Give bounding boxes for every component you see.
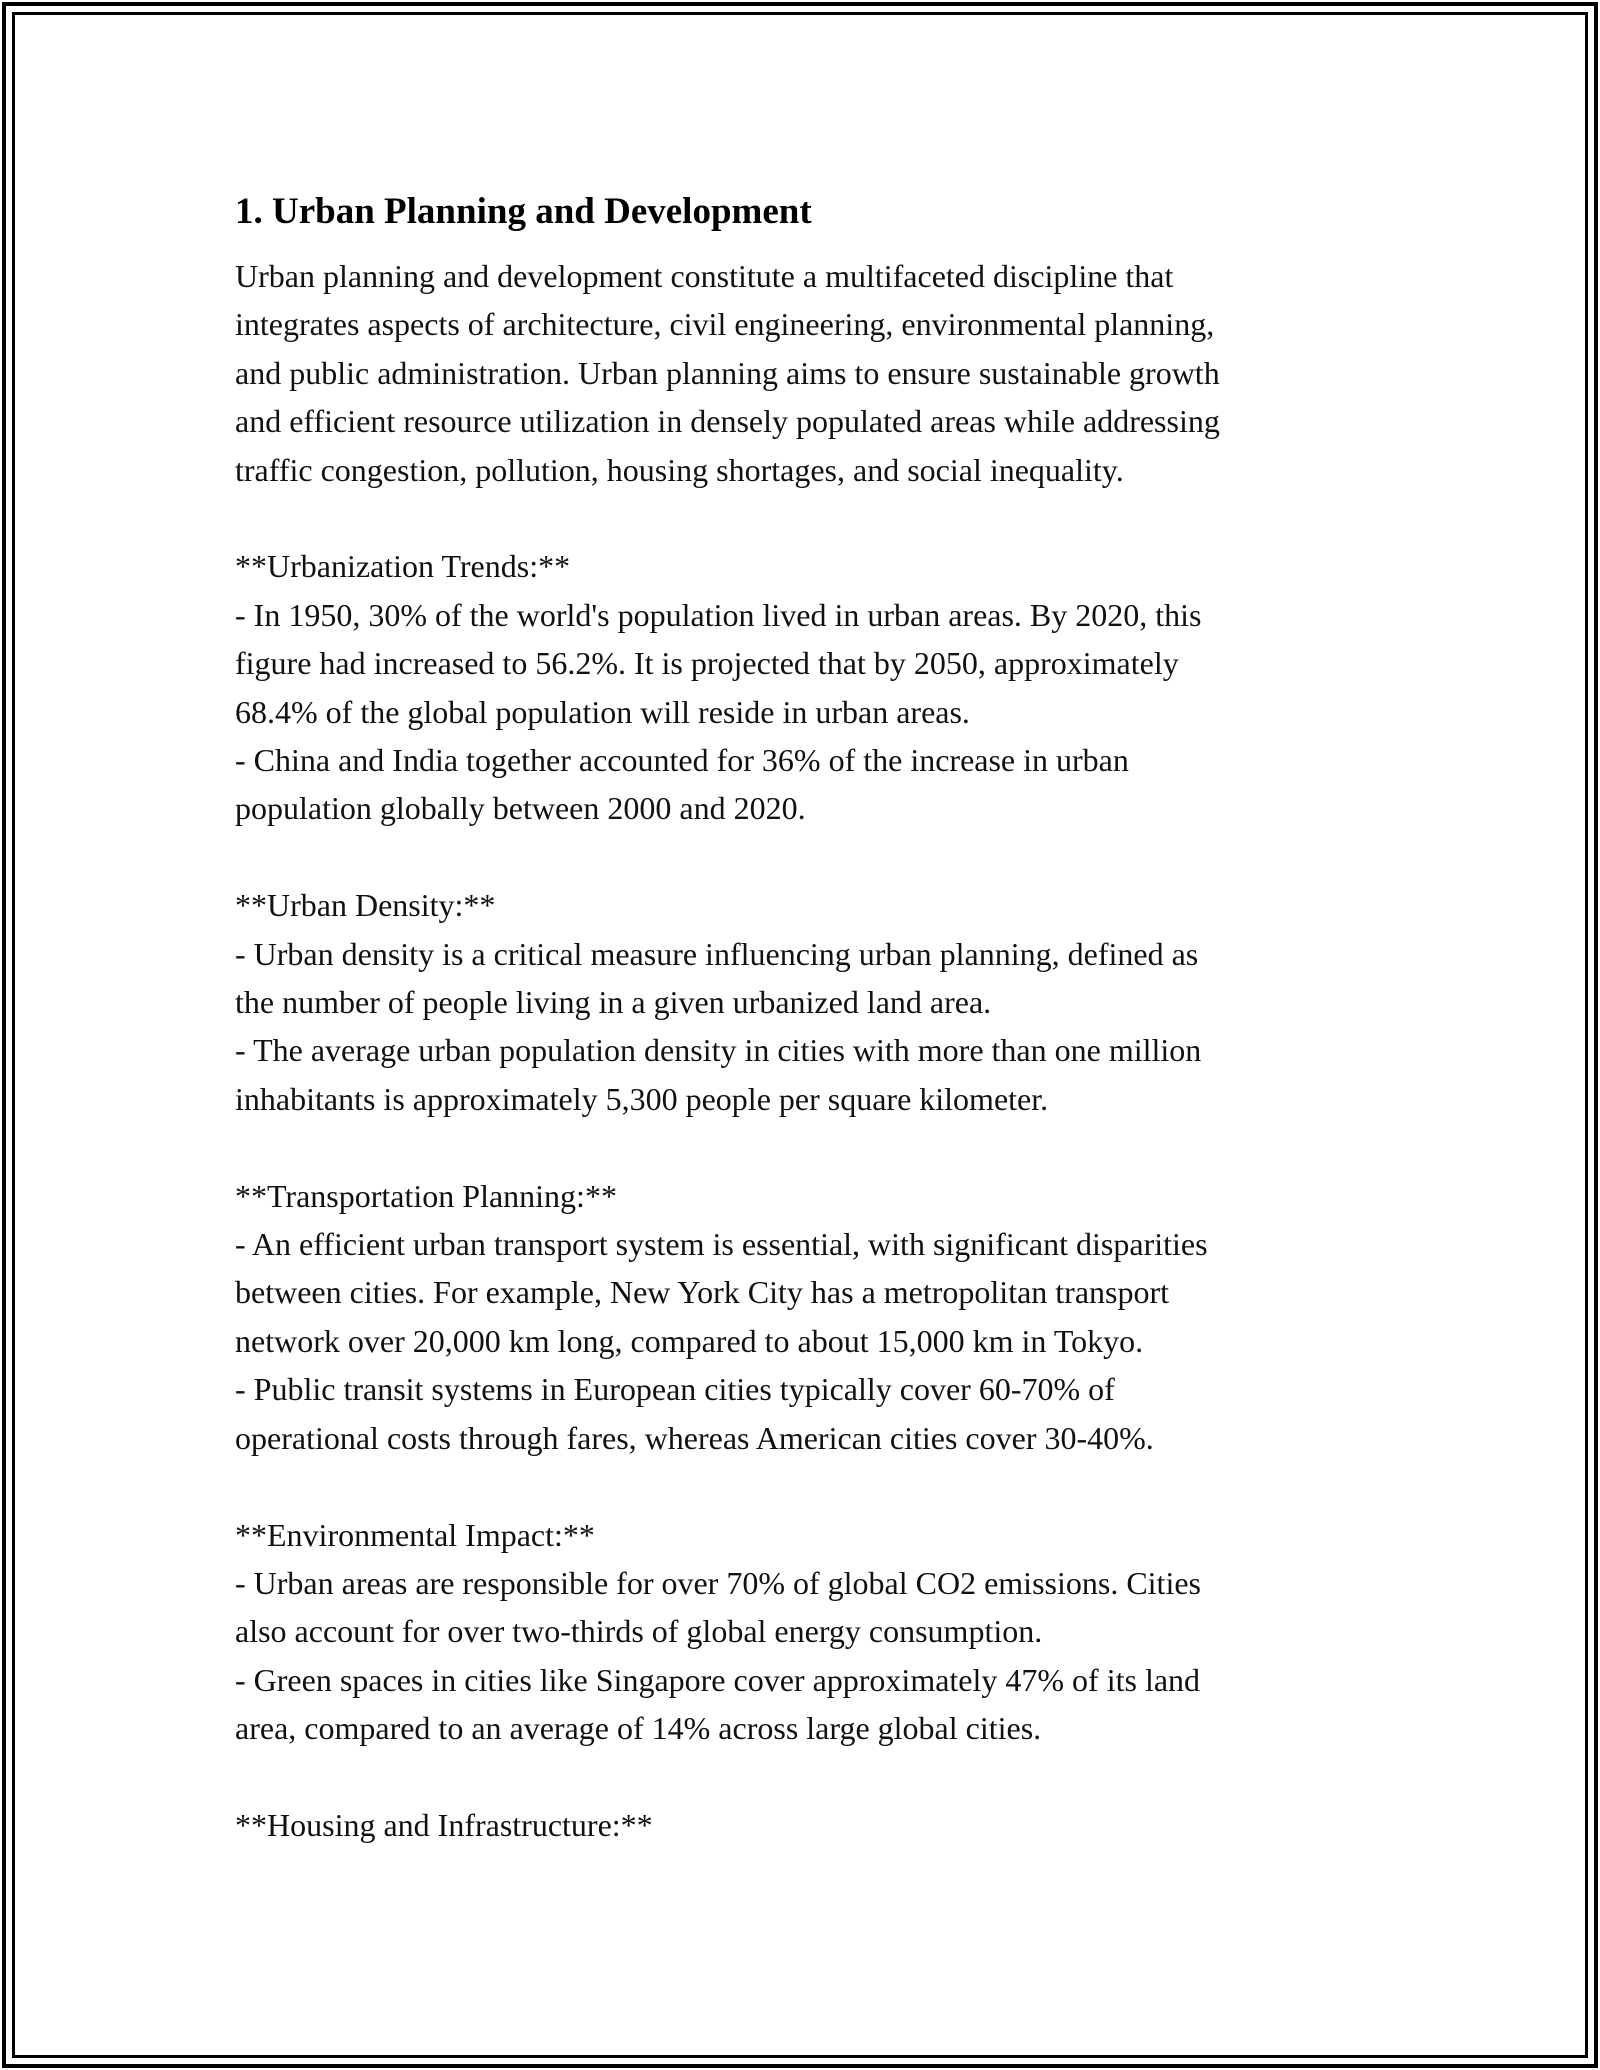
section-line: network over 20,000 km long, compared to about 15,000 km in Tokyo.: [235, 1322, 1144, 1359]
section-line: between cities. For example, New York City has a metropolitan transport: [235, 1274, 1170, 1311]
section-line: - China and India together accounted for 36% of the increase in urban: [235, 742, 1129, 779]
section-transportation-planning: [235, 1172, 1395, 1462]
section-housing-infrastructure: [235, 1801, 1395, 1849]
paragraph-spacer: [235, 1123, 1395, 1171]
section-urban-density: [235, 881, 1395, 1123]
document-body: [235, 184, 1395, 1849]
paragraph-spacer: [235, 1462, 1395, 1510]
section-line: the number of people living in a given urbanized land area.: [235, 984, 992, 1021]
section-line: population globally between 2000 and 2020.: [235, 790, 806, 827]
section-line: 68.4% of the global population will reside in urban areas.: [235, 693, 970, 730]
section-line: - In 1950, 30% of the world's population lived in urban areas. By 2020, this: [235, 596, 1202, 633]
section-heading: **Urbanization Trends:**: [235, 548, 571, 585]
section-line: - Green spaces in cities like Singapore cover approximately 47% of its land: [235, 1661, 1201, 1698]
section-line: area, compared to an average of 14% across large global cities.: [235, 1710, 1042, 1747]
section-line: operational costs through fares, whereas American cities cover 30-40%.: [235, 1419, 1154, 1456]
section-line: also account for over two-thirds of global energy consumption.: [235, 1613, 1043, 1650]
intro-line: and efficient resource utilization in densely populated areas while addressing: [235, 403, 1220, 440]
section-line: - An efficient urban transport system is essential, with significant disparities: [235, 1226, 1208, 1263]
section-heading: **Urban Density:**: [235, 887, 496, 924]
section-line: - The average urban population density in cities with more than one million: [235, 1032, 1202, 1069]
paragraph-spacer: [235, 1753, 1395, 1801]
section-heading: **Housing and Infrastructure:**: [235, 1806, 653, 1843]
paragraph-spacer: [235, 833, 1395, 881]
section-line: - Public transit systems in European cities typically cover 60-70% of: [235, 1371, 1115, 1408]
section-line: - Urban areas are responsible for over 70% of global CO2 emissions. Cities: [235, 1564, 1201, 1601]
section-urbanization-trends: [235, 542, 1395, 832]
intro-line: integrates aspects of architecture, civil engineering, environmental planning,: [235, 306, 1215, 343]
intro-paragraph: [235, 252, 1395, 494]
intro-line: and public administration. Urban planning aims to ensure sustainable growth: [235, 354, 1220, 391]
section-heading: **Environmental Impact:**: [235, 1516, 595, 1553]
section-line: inhabitants is approximately 5,300 people per square kilometer.: [235, 1080, 1049, 1117]
section-heading: **Transportation Planning:**: [235, 1177, 617, 1214]
document-title: 1. Urban Planning and Development: [235, 191, 812, 232]
section-environmental-impact: [235, 1511, 1395, 1753]
paragraph-spacer: [235, 494, 1395, 542]
intro-line: Urban planning and development constitute a multifaceted discipline that: [235, 258, 1174, 294]
section-line: figure had increased to 56.2%. It is projected that by 2050, approximately: [235, 645, 1179, 682]
section-line: - Urban density is a critical measure influencing urban planning, defined as: [235, 935, 1199, 972]
intro-line: traffic congestion, pollution, housing shortages, and social inequality.: [235, 451, 1124, 488]
